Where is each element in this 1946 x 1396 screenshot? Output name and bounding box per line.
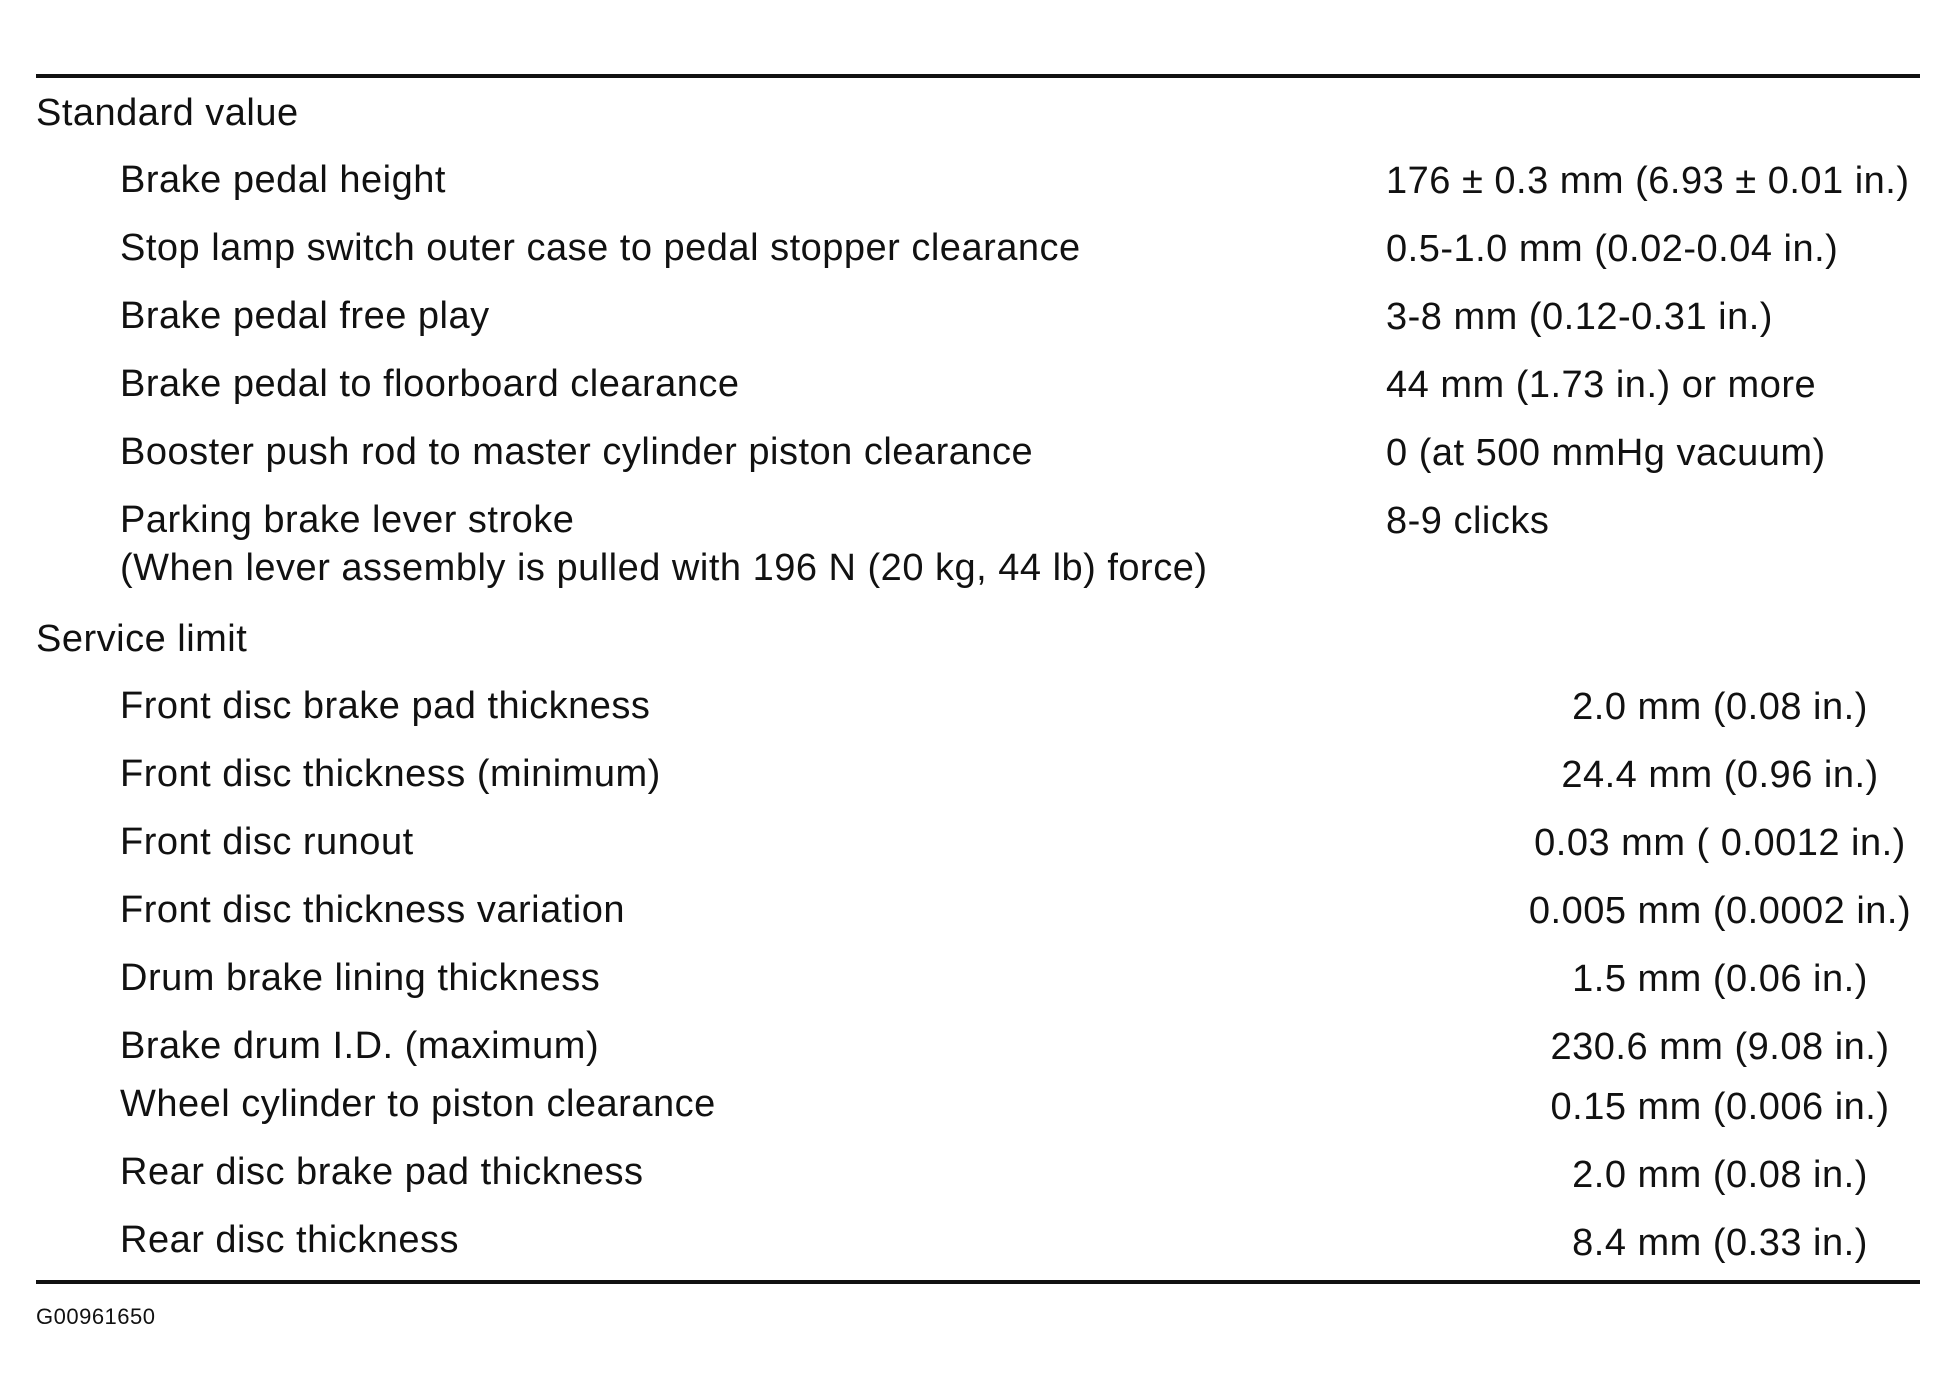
spec-label: Brake drum I.D. (maximum) (120, 1025, 600, 1067)
spec-value: 0.5-1.0 mm (0.02-0.04 in.) (1386, 228, 1839, 270)
figure-id: G00961650 (36, 1304, 156, 1329)
spec-label: Brake pedal height (120, 159, 446, 201)
spec-value: 24.4 mm (0.96 in.) (1561, 754, 1879, 796)
spec-value: 8-9 clicks (1386, 500, 1550, 542)
spec-value: 176 ± 0.3 mm (6.93 ± 0.01 in.) (1386, 160, 1910, 202)
spec-label: Rear disc thickness (120, 1219, 459, 1261)
spec-label: Drum brake lining thickness (120, 957, 601, 999)
spec-label: Front disc thickness variation (120, 889, 625, 931)
spec-value: 2.0 mm (0.08 in.) (1572, 686, 1868, 728)
spec-value: 2.0 mm (0.08 in.) (1572, 1154, 1868, 1196)
spec-label: Front disc thickness (minimum) (120, 753, 661, 795)
spec-value: 0.15 mm (0.006 in.) (1550, 1086, 1890, 1128)
spec-label: Brake pedal free play (120, 295, 490, 337)
bottom-rule (36, 1280, 1920, 1284)
spec-value: 3-8 mm (0.12-0.31 in.) (1386, 296, 1773, 338)
spec-label: Front disc runout (120, 821, 414, 863)
spec-label: Parking brake lever stroke (120, 499, 575, 541)
spec-label-note: (When lever assembly is pulled with 196 N (20 kg, 44 lb) force) (120, 547, 1208, 589)
standard-value-heading: Standard value (36, 92, 299, 134)
service-limit-heading: Service limit (36, 618, 248, 660)
spec-label-multiline (120, 496, 1208, 592)
spec-label: Booster push rod to master cylinder piston clearance (120, 431, 1034, 473)
spec-value: 1.5 mm (0.06 in.) (1572, 958, 1868, 1000)
spec-label: Brake pedal to floorboard clearance (120, 363, 740, 405)
top-rule (36, 74, 1920, 78)
spec-value: 44 mm (1.73 in.) or more (1386, 364, 1817, 406)
spec-value: 0 (at 500 mmHg vacuum) (1386, 432, 1826, 474)
spec-value: 230.6 mm (9.08 in.) (1550, 1026, 1890, 1068)
spec-label: Stop lamp switch outer case to pedal stopper clearance (120, 227, 1081, 269)
spec-value: 0.03 mm ( 0.0012 in.) (1534, 822, 1906, 864)
spec-label: Rear disc brake pad thickness (120, 1151, 644, 1193)
spec-value: 0.005 mm (0.0002 in.) (1528, 890, 1912, 932)
spec-label: Front disc brake pad thickness (120, 685, 651, 727)
spec-value: 8.4 mm (0.33 in.) (1572, 1222, 1868, 1264)
spec-label: Wheel cylinder to piston clearance (120, 1083, 716, 1125)
